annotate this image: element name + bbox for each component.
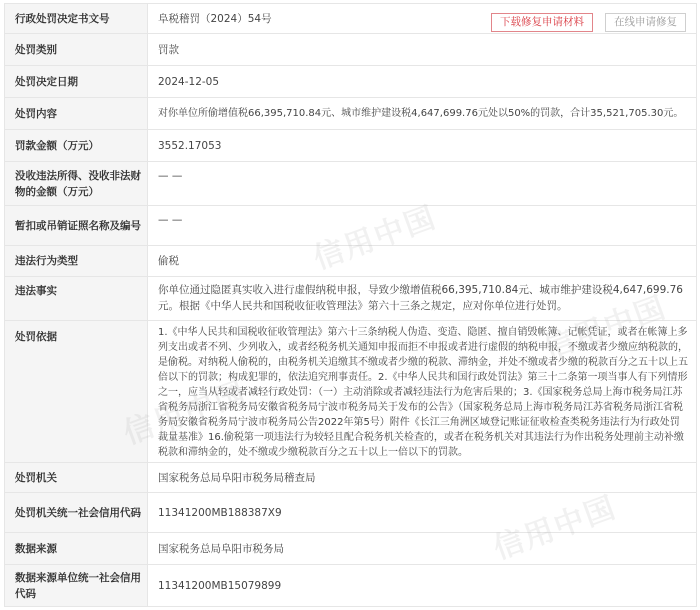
row-value: 对你单位所偷增值税66,395,710.84元、城市维护建设税4,647,699.76元处以50%的罚款，合计35,521,705.30元。: [148, 98, 697, 130]
row-value: 11341200MB15079899: [148, 565, 697, 607]
table-row: [5, 533, 697, 565]
table-row: [5, 493, 697, 533]
table-row: [5, 34, 697, 66]
row-key: 处罚依据: [5, 321, 148, 463]
row-value: — —: [148, 206, 697, 246]
row-key: 处罚机关统一社会信用代码: [5, 493, 148, 533]
table-row: [5, 321, 697, 463]
row-key: 行政处罚决定书文号: [5, 4, 148, 34]
table-row: [5, 130, 697, 162]
row-value: — —: [148, 162, 697, 206]
row-key: 处罚机关: [5, 463, 148, 493]
table-row: [5, 246, 697, 277]
row-value: 你单位通过隐匿真实收入进行虚假纳税申报，导致少缴增值税66,395,710.84元、城市维护建设税4,647,699.76元。根据《中华人民共和国税收征收管理法》第六十三条之规定，应对你单位进行处罚。: [148, 277, 697, 321]
row-key: 数据来源单位统一社会信用代码: [5, 565, 148, 607]
table-row: [5, 206, 697, 246]
row-value: 罚款: [148, 34, 697, 66]
row-value: 1.《中华人民共和国税收征收管理法》第六十三条纳税人伪造、变造、隐匿、擅自销毁帐簿、记帐凭证，或者在帐簿上多列支出或者不列、少列收入，或者经税务机关通知申报而拒不申报或者进行虚假的纳税申报，不缴或者少缴应纳税款的，是偷税。对纳税人偷税的，由税务机关追缴其不缴或者少缴的税款、滞纳金，并处不缴或者少缴的税款百分之五十以上五倍以下的罚款；构成犯罪的，依法追究刑事责任。2.《中华人民共和国行政处罚法》第三十二条第一项当事人有下列情形之一，应当从轻或者减轻行政处罚：（一）主动消除或者减轻违法行为危害后果的；3.《国家税务总局上海市税务局江苏省税务局浙江省税务局安徽省税务局宁波市税务局关于发布的公告》（国家税务总局上海市税务局江苏省税务局浙江省税务局安徽省税务局宁波市税务局公告2022年第5号）附件《长江三角洲区域登记账证征收检查类税务违法行为行政处罚裁量基准》16.偷税第一项违法行为较轻且配合税务机关检查的，或者在税务机关对其违法行为作出税务处理前主动补缴税款和滞纳金的，处不缴或少缴税款百分之五十以上一倍以下的罚款。: [148, 321, 697, 463]
row-key: 罚款金额（万元）: [5, 130, 148, 162]
online-repair-application-button[interactable]: 在线申请修复: [605, 13, 686, 32]
row-value: 2024-12-05: [148, 66, 697, 98]
row-key: 处罚内容: [5, 98, 148, 130]
row-value: 11341200MB188387X9: [148, 493, 697, 533]
download-repair-materials-button[interactable]: 下载修复申请材料: [491, 13, 593, 32]
row-key: 处罚决定日期: [5, 66, 148, 98]
row-key: 数据来源: [5, 533, 148, 565]
row-value: 国家税务总局阜阳市税务局: [148, 533, 697, 565]
row-key: 没收违法所得、没收非法财物的金额（万元）: [5, 162, 148, 206]
table-row: [5, 162, 697, 206]
row-value: 阜税稽罚（2024）54号: [148, 4, 697, 34]
table-row: [5, 463, 697, 493]
repair-actions: [491, 13, 686, 32]
row-key: 暂扣或吊销证照名称及编号: [5, 206, 148, 246]
row-value: 3552.17053: [148, 130, 697, 162]
row-value: 国家税务总局阜阳市税务局稽查局: [148, 463, 697, 493]
row-key: 违法事实: [5, 277, 148, 321]
table-row: [5, 98, 697, 130]
row-value: 偷税: [148, 246, 697, 277]
row-key: 处罚类别: [5, 34, 148, 66]
penalty-info-table: [4, 3, 697, 607]
table-row: [5, 565, 697, 607]
penalty-detail-panel: [0, 3, 700, 610]
table-row: [5, 277, 697, 321]
table-row: [5, 66, 697, 98]
row-key: 违法行为类型: [5, 246, 148, 277]
